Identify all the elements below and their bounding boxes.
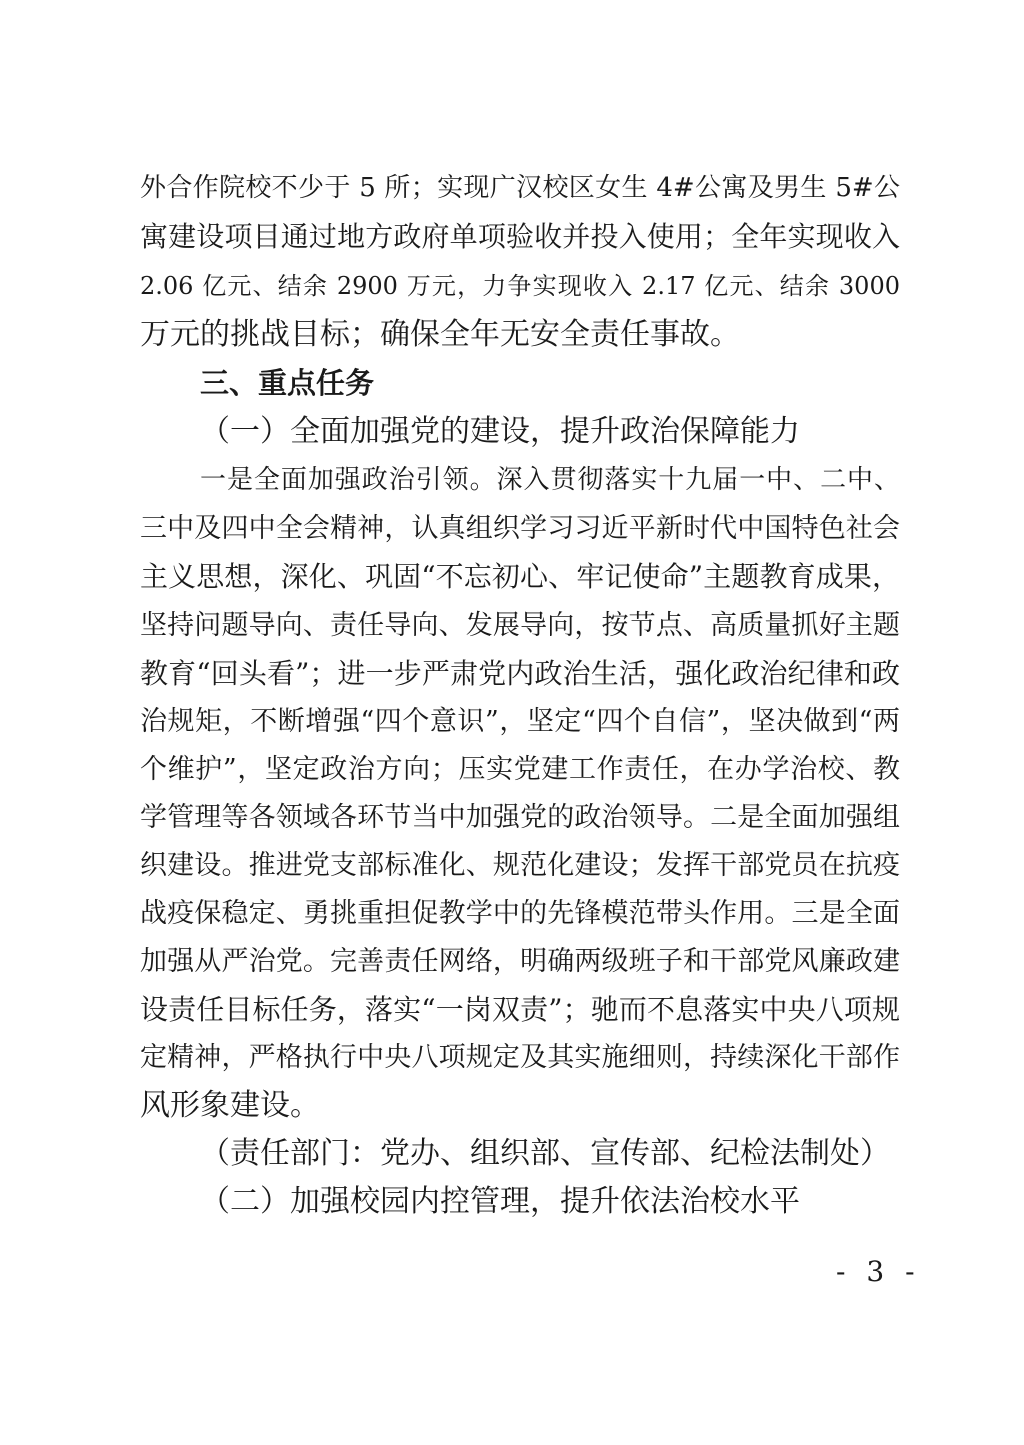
paragraph-line: 坚持问题导向、责任导向、发展导向，按节点、高质量抓好主题 — [140, 610, 900, 641]
paragraph-line: 定精神，严格执行中央八项规定及其实施细则，持续深化干部作 — [140, 1042, 900, 1073]
paragraph-line: 一是全面加强政治引领。深入贯彻落实十九届一中、二中、 — [200, 465, 900, 495]
subsection-heading: （一）全面加强党的建设，提升政治保障能力 — [200, 414, 800, 449]
paragraph-line: 外合作院校不少于 5 所；实现广汉校区女生 4#公寓及男生 5#公 — [140, 173, 900, 203]
paragraph-line: 加强从严治党。完善责任网络，明确两级班子和干部党风廉政建 — [140, 946, 900, 977]
paragraph-line: 风形象建设。 — [140, 1088, 320, 1123]
paragraph-line: 万元的挑战目标；确保全年无安全责任事故。 — [140, 317, 740, 352]
subsection-heading: （二）加强校园内控管理，提升依法治校水平 — [200, 1184, 800, 1219]
paragraph-line: 战疫保稳定、勇挑重担促教学中的先锋模范带头作用。三是全面 — [140, 898, 900, 929]
paragraph-line: 寓建设项目通过地方政府单项验收并投入使用；全年实现收入 — [140, 220, 900, 253]
paragraph-line: 三中及四中全会精神，认真组织学习习近平新时代中国特色社会 — [140, 513, 900, 544]
paragraph-line: 2.06 亿元、结余 2900 万元，力争实现收入 2.17 亿元、结余 3000 — [140, 272, 900, 300]
paragraph-line: 主义思想，深化、巩固“不忘初心、牢记使命”主题教育成果， — [140, 560, 900, 593]
paragraph-line: 教育“回头看”；进一步严肃党内政治生活，强化政治纪律和政 — [140, 657, 900, 690]
page-number: - 3 - — [836, 1255, 921, 1288]
section-heading: 三、重点任务 — [200, 366, 375, 400]
paragraph-line: 学管理等各领域各环节当中加强党的政治领导。二是全面加强组 — [140, 802, 900, 833]
responsible-departments: （责任部门：党办、组织部、宣传部、纪检法制处） — [200, 1136, 890, 1171]
paragraph-line: 设责任目标任务，落实“一岗双责”；驰而不息落实中央八项规 — [140, 993, 900, 1026]
paragraph-line: 个维护”，坚定政治方向；压实党建工作责任，在办学治校、教 — [140, 754, 900, 785]
paragraph-line: 治规矩，不断增强“四个意识”，坚定“四个自信”，坚决做到“两 — [140, 706, 900, 737]
paragraph-line: 织建设。推进党支部标准化、规范化建设；发挥干部党员在抗疫 — [140, 850, 900, 881]
